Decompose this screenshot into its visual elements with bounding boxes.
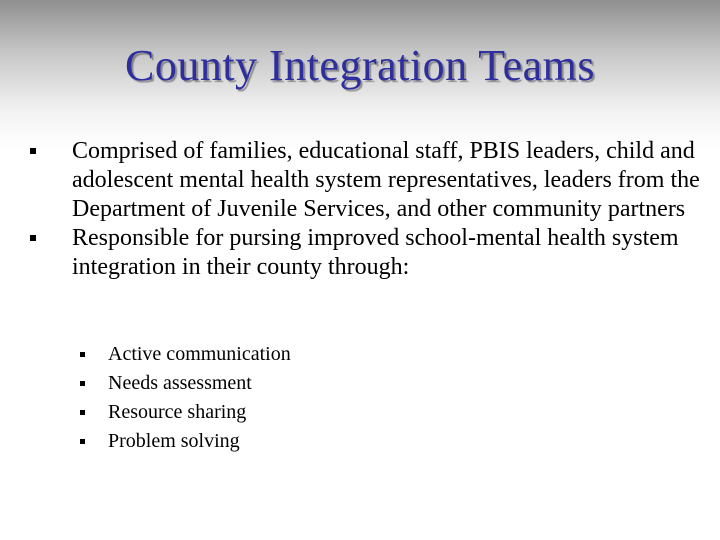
- square-bullet-icon: [80, 439, 85, 444]
- square-bullet-icon: [30, 148, 36, 154]
- sub-bullet-text: Problem solving: [108, 430, 240, 452]
- sub-bullet-text: Resource sharing: [108, 401, 247, 423]
- sub-bullet-item: [80, 369, 480, 398]
- bullet-item: [28, 137, 708, 224]
- square-bullet-icon: [80, 352, 85, 357]
- main-bullet-list: [28, 137, 708, 282]
- sub-bullet-list: [80, 340, 480, 456]
- bullet-text: Responsible for pursing improved school-mental health system integration in their county through:: [72, 225, 679, 280]
- square-bullet-icon: [80, 410, 85, 415]
- sub-bullet-item: [80, 427, 480, 456]
- bullet-text: Comprised of families, educational staff, PBIS leaders, child and adolescent mental health system representatives, leaders from the Department of Juvenile Services, and other community partners: [72, 138, 700, 222]
- slide-title: County Integration Teams: [124, 41, 596, 90]
- sub-bullet-text: Active communication: [108, 343, 291, 365]
- square-bullet-icon: [30, 235, 36, 241]
- sub-bullet-text: Needs assessment: [108, 372, 252, 394]
- square-bullet-icon: [80, 381, 85, 386]
- sub-bullet-item: [80, 340, 480, 369]
- sub-bullet-item: [80, 398, 480, 427]
- bullet-item: [28, 224, 708, 282]
